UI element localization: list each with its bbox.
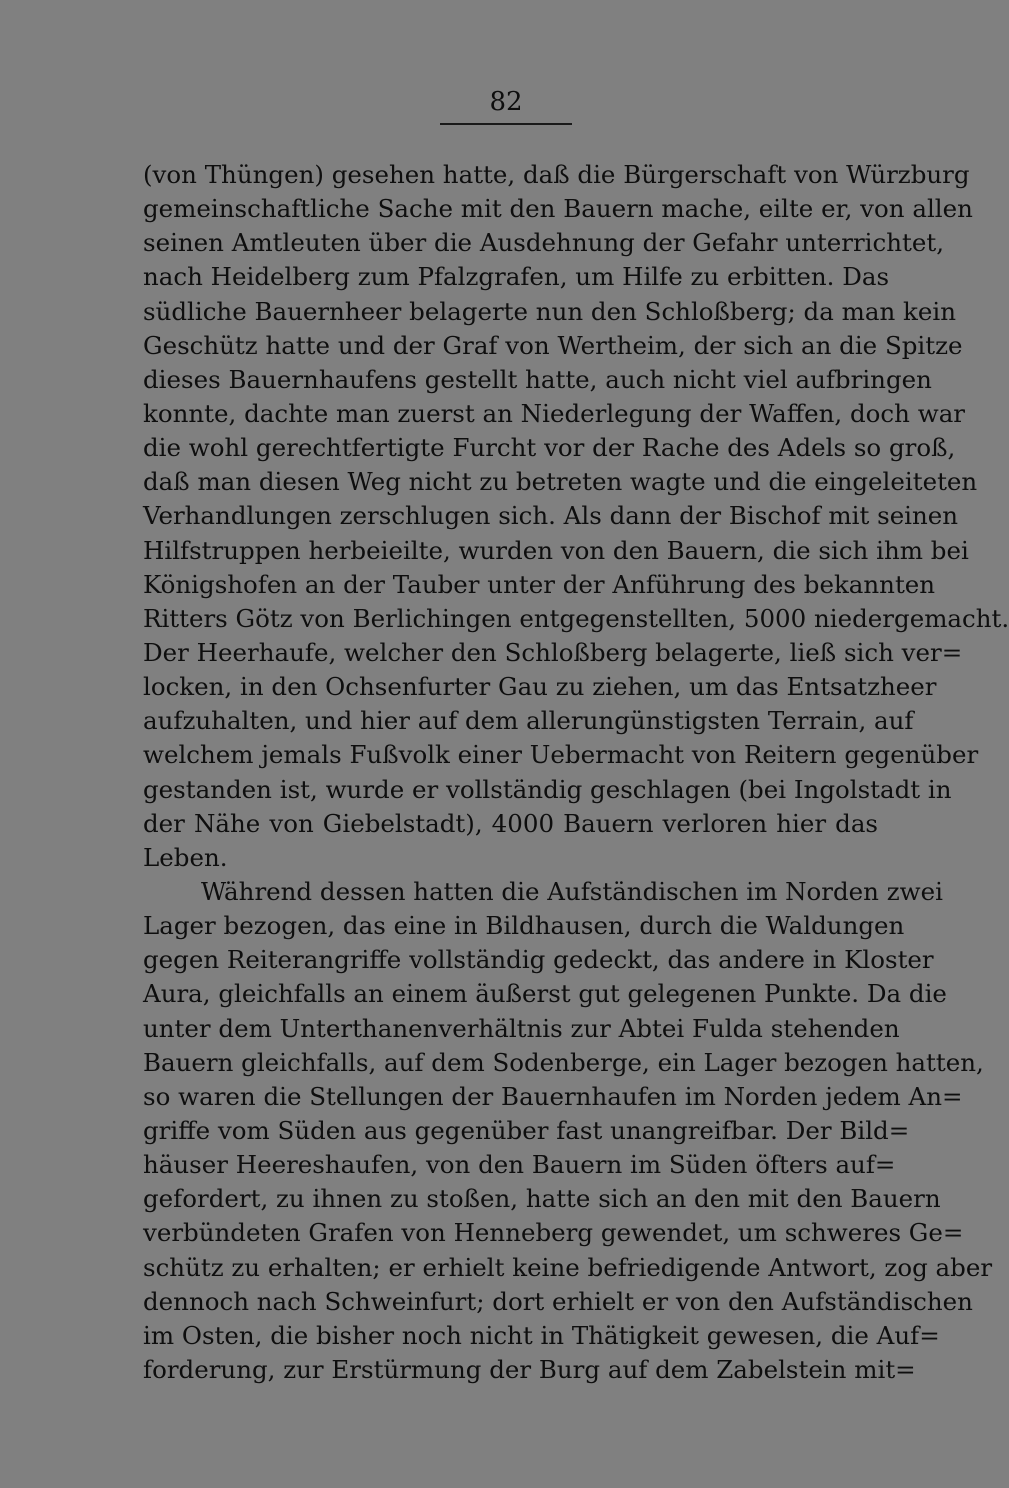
- text-line: griffe vom Süden aus gegenüber fast unangreifbar. Der Bild=: [143, 1115, 910, 1145]
- text-line: Hilfstruppen herbeieilte, wurden von den Bauern, die sich ihm bei: [143, 535, 969, 565]
- text-line: häuser Heereshaufen, von den Bauern im Süden öfters auf=: [143, 1150, 896, 1180]
- text-line: konnte, dachte man zuerst an Niederlegung der Waffen, doch war: [143, 398, 966, 428]
- text-line: im Osten, die bisher noch nicht in Thätigkeit gewesen, die Auf=: [143, 1320, 940, 1350]
- text-line: nach Heidelberg zum Pfalzgrafen, um Hilfe zu erbitten. Das: [143, 262, 890, 292]
- text-line: schütz zu erhalten; er erhielt keine befriedigende Antwort, zog aber: [143, 1252, 993, 1282]
- paragraph: [143, 875, 993, 1387]
- text-line: dennoch nach Schweinfurt; dort erhielt er von den Aufständischen: [143, 1286, 973, 1316]
- text-line: die wohl gerechtfertigte Furcht vor der Rache des Adels so groß,: [143, 433, 956, 463]
- text-line: welchem jemals Fußvolk einer Uebermacht von Reitern gegenüber: [143, 740, 979, 770]
- page-number: 82: [489, 87, 523, 117]
- text-line: gestanden ist, wurde er vollständig geschlagen (bei Ingolstadt in: [143, 774, 952, 804]
- text-line: Leben.: [143, 842, 228, 872]
- text-line: Bauern gleichfalls, auf dem Sodenberge, ein Lager bezogen hatten,: [143, 1047, 984, 1077]
- text-line: daß man diesen Weg nicht zu betreten wagte und die eingeleiteten: [143, 467, 978, 497]
- text-line: Der Heerhaufe, welcher den Schloßberg belagerte, ließ sich ver=: [143, 637, 963, 667]
- body-text: [143, 158, 1009, 1387]
- text-line: dieses Bauernhaufens gestellt hatte, auch nicht viel aufbringen: [143, 364, 932, 394]
- text-line: Während dessen hatten die Aufständischen im Norden zwei: [201, 876, 943, 906]
- text-line: Königshofen an der Tauber unter der Anführung des bekannten: [143, 569, 936, 599]
- text-line: so waren die Stellungen der Bauernhaufen im Norden jedem An=: [143, 1081, 963, 1111]
- text-line: seinen Amtleuten über die Ausdehnung der Gefahr unterrichtet,: [143, 228, 944, 258]
- text-line: Geschütz hatte und der Graf von Wertheim, der sich an die Spitze: [143, 330, 963, 360]
- text-line: gegen Reiterangriffe vollständig gedeckt, das andere in Kloster: [143, 945, 934, 975]
- text-line: südliche Bauernheer belagerte nun den Schloßberg; da man kein: [143, 296, 956, 326]
- text-line: aufzuhalten, und hier auf dem allerungünstigsten Terrain, auf: [143, 706, 914, 736]
- text-line: Lager bezogen, das eine in Bildhausen, durch die Waldungen: [143, 911, 905, 941]
- text-line: locken, in den Ochsenfurter Gau zu ziehen, um das Entsatzheer: [143, 672, 937, 702]
- text-line: forderung, zur Erstürmung der Burg auf dem Zabelstein mit=: [143, 1354, 916, 1384]
- text-line: Ritters Götz von Berlichingen entgegenstellten, 5000 niedergemacht.: [143, 603, 1009, 633]
- text-line: gefordert, zu ihnen zu stoßen, hatte sich an den mit den Bauern: [143, 1184, 941, 1214]
- text-line: der Nähe von Giebelstadt), 4000 Bauern verloren hier das: [143, 808, 878, 838]
- paragraph: [143, 158, 1009, 875]
- text-line: unter dem Unterthanenverhältnis zur Abtei Fulda stehenden: [143, 1013, 900, 1043]
- page-number-rule: [440, 123, 572, 125]
- text-line: (von Thüngen) gesehen hatte, daß die Bürgerschaft von Würzburg: [143, 160, 970, 189]
- text-line: verbündeten Grafen von Henneberg gewendet, um schweres Ge=: [143, 1218, 964, 1248]
- text-line: Verhandlungen zerschlugen sich. Als dann der Bischof mit seinen: [143, 501, 959, 531]
- text-line: Aura, gleichfalls an einem äußerst gut gelegenen Punkte. Da die: [143, 979, 947, 1009]
- text-line: gemeinschaftliche Sache mit den Bauern mache, eilte er, von allen: [143, 194, 973, 224]
